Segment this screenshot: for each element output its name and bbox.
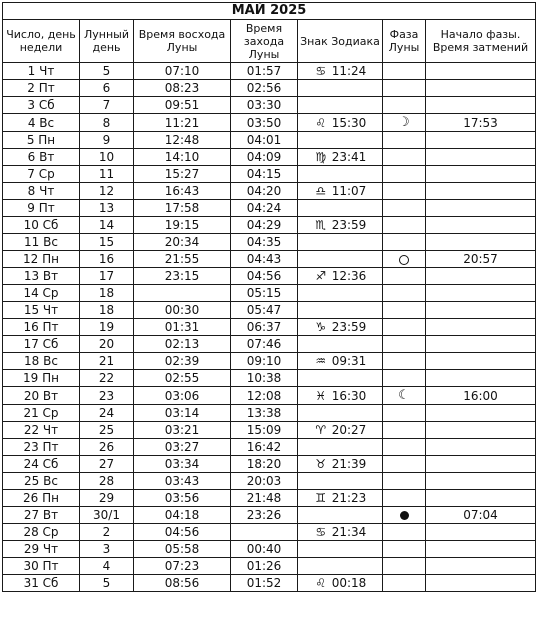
phase-time-cell: 07:04: [426, 507, 536, 524]
table-row: [3, 473, 536, 490]
moonset-cell: 20:03: [231, 473, 298, 490]
moonset-cell: 15:09: [231, 422, 298, 439]
table-row: [3, 217, 536, 234]
zodiac-cell: [298, 200, 383, 217]
zodiac-time: 12:36: [331, 269, 367, 283]
day-cell: 20 Вт: [3, 387, 80, 405]
phase-cell: [383, 370, 426, 387]
header-moonset: Время захода Луны: [231, 20, 298, 63]
phase-time-cell: [426, 97, 536, 114]
moonrise-cell: 15:27: [134, 166, 231, 183]
phase-cell: [383, 114, 426, 132]
virgo-icon: ♍: [315, 150, 327, 164]
table-row: [3, 575, 536, 592]
lunar-day-cell: 27: [80, 456, 134, 473]
lunar-day-cell: 17: [80, 268, 134, 285]
moonset-cell: 02:56: [231, 80, 298, 97]
moonset-cell: 06:37: [231, 319, 298, 336]
table-row: [3, 541, 536, 558]
table-row: [3, 63, 536, 80]
lunar-day-cell: 21: [80, 353, 134, 370]
moonset-cell: 04:20: [231, 183, 298, 200]
first-quarter-icon: ☽: [398, 115, 410, 130]
zodiac-cell: [298, 302, 383, 319]
phase-cell: [383, 217, 426, 234]
moonset-cell: 03:50: [231, 114, 298, 132]
zodiac-time: 20:27: [331, 423, 367, 437]
moonrise-cell: 02:39: [134, 353, 231, 370]
zodiac-cell: [298, 575, 383, 592]
phase-time-cell: [426, 370, 536, 387]
day-cell: 26 Пн: [3, 490, 80, 507]
moonset-cell: 04:35: [231, 234, 298, 251]
day-cell: 17 Сб: [3, 336, 80, 353]
moonset-cell: 04:01: [231, 132, 298, 149]
table-row: [3, 132, 536, 149]
phase-cell: [383, 353, 426, 370]
lunar-day-cell: 3: [80, 541, 134, 558]
phase-time-cell: [426, 132, 536, 149]
last-quarter-icon: ☾: [398, 388, 410, 403]
lunar-day-cell: 20: [80, 336, 134, 353]
table-row: [3, 149, 536, 166]
zodiac-time: 23:59: [331, 320, 367, 334]
lunar-day-cell: 6: [80, 80, 134, 97]
phase-cell: [383, 473, 426, 490]
zodiac-time: 16:30: [331, 388, 367, 403]
lunar-day-cell: 15: [80, 234, 134, 251]
moonset-cell: 07:46: [231, 336, 298, 353]
table-row: [3, 456, 536, 473]
zodiac-cell: [298, 473, 383, 490]
phase-time-cell: 16:00: [426, 387, 536, 405]
zodiac-time: 23:59: [331, 218, 367, 232]
phase-cell: [383, 575, 426, 592]
moonrise-cell: [134, 285, 231, 302]
zodiac-cell: [298, 63, 383, 80]
zodiac-cell: [298, 558, 383, 575]
day-cell: 1 Чт: [3, 63, 80, 80]
lunar-day-cell: 18: [80, 302, 134, 319]
phase-time-cell: [426, 149, 536, 166]
day-cell: 28 Ср: [3, 524, 80, 541]
lunar-day-cell: 23: [80, 387, 134, 405]
zodiac-time: 09:31: [331, 354, 367, 368]
table-body: [3, 63, 536, 592]
day-cell: 19 Пн: [3, 370, 80, 387]
phase-time-cell: [426, 319, 536, 336]
zodiac-cell: [298, 490, 383, 507]
phase-time-cell: [426, 183, 536, 200]
moonrise-cell: 02:13: [134, 336, 231, 353]
new-moon-icon: [399, 255, 409, 265]
table-row: [3, 80, 536, 97]
lunar-day-cell: 18: [80, 285, 134, 302]
moonset-cell: 01:57: [231, 63, 298, 80]
gemini-icon: ♊: [315, 491, 327, 505]
moonrise-cell: 12:48: [134, 132, 231, 149]
phase-time-cell: 20:57: [426, 251, 536, 268]
capricorn-icon: ♑: [315, 320, 327, 334]
moonrise-cell: 03:06: [134, 387, 231, 405]
phase-cell: [383, 200, 426, 217]
day-cell: 15 Чт: [3, 302, 80, 319]
day-cell: 16 Пт: [3, 319, 80, 336]
lunar-day-cell: 30/1: [80, 507, 134, 524]
day-cell: 9 Пт: [3, 200, 80, 217]
day-cell: 11 Вс: [3, 234, 80, 251]
moonset-cell: 01:52: [231, 575, 298, 592]
table-row: [3, 422, 536, 439]
moonrise-cell: 03:56: [134, 490, 231, 507]
day-cell: 13 Вт: [3, 268, 80, 285]
phase-cell: [383, 251, 426, 268]
moonrise-cell: 03:14: [134, 405, 231, 422]
moonrise-cell: 08:23: [134, 80, 231, 97]
moonset-cell: 13:38: [231, 405, 298, 422]
moonset-cell: 04:43: [231, 251, 298, 268]
cancer-icon: ♋: [315, 525, 327, 539]
zodiac-cell: [298, 353, 383, 370]
table-row: [3, 285, 536, 302]
moonset-cell: 23:26: [231, 507, 298, 524]
moonset-cell: 04:56: [231, 268, 298, 285]
moonset-cell: 04:15: [231, 166, 298, 183]
day-cell: 2 Пт: [3, 80, 80, 97]
lunar-day-cell: 4: [80, 558, 134, 575]
day-cell: 24 Сб: [3, 456, 80, 473]
lunar-day-cell: 9: [80, 132, 134, 149]
lunar-day-cell: 26: [80, 439, 134, 456]
zodiac-time: 11:07: [331, 184, 367, 198]
leo-icon: ♌: [315, 115, 327, 130]
moonrise-cell: 11:21: [134, 114, 231, 132]
lunar-day-cell: 11: [80, 166, 134, 183]
zodiac-cell: [298, 336, 383, 353]
zodiac-cell: [298, 285, 383, 302]
phase-cell: [383, 302, 426, 319]
calendar-wrapper: [2, 2, 536, 592]
moonset-cell: 00:40: [231, 541, 298, 558]
zodiac-cell: [298, 149, 383, 166]
phase-cell: [383, 541, 426, 558]
table-row: [3, 405, 536, 422]
lunar-day-cell: 24: [80, 405, 134, 422]
lunar-day-cell: 13: [80, 200, 134, 217]
phase-cell: [383, 80, 426, 97]
zodiac-cell: [298, 387, 383, 405]
zodiac-cell: [298, 268, 383, 285]
day-cell: 25 Вс: [3, 473, 80, 490]
zodiac-cell: [298, 217, 383, 234]
phase-time-cell: [426, 422, 536, 439]
moonrise-cell: 20:34: [134, 234, 231, 251]
zodiac-cell: [298, 319, 383, 336]
day-cell: 10 Сб: [3, 217, 80, 234]
lunar-day-cell: 14: [80, 217, 134, 234]
moonset-cell: 05:47: [231, 302, 298, 319]
moon-calendar-table: [2, 2, 536, 592]
scorpio-icon: ♏: [315, 218, 327, 232]
phase-cell: [383, 97, 426, 114]
phase-cell: [383, 149, 426, 166]
phase-cell: [383, 268, 426, 285]
phase-cell: [383, 507, 426, 524]
zodiac-cell: [298, 97, 383, 114]
moonrise-cell: 04:56: [134, 524, 231, 541]
zodiac-cell: [298, 439, 383, 456]
phase-cell: [383, 422, 426, 439]
phase-cell: [383, 183, 426, 200]
phase-time-cell: [426, 63, 536, 80]
moonrise-cell: 07:23: [134, 558, 231, 575]
moonrise-cell: 09:51: [134, 97, 231, 114]
moonrise-cell: 23:15: [134, 268, 231, 285]
zodiac-cell: [298, 541, 383, 558]
day-cell: 3 Сб: [3, 97, 80, 114]
phase-cell: [383, 524, 426, 541]
header-phase: Фаза Луны: [383, 20, 426, 63]
full-moon-icon: [400, 511, 409, 520]
phase-cell: [383, 490, 426, 507]
day-cell: 7 Ср: [3, 166, 80, 183]
moonset-cell: 04:24: [231, 200, 298, 217]
lunar-day-cell: 10: [80, 149, 134, 166]
phase-cell: [383, 387, 426, 405]
zodiac-cell: [298, 507, 383, 524]
table-row: [3, 234, 536, 251]
leo-icon: ♌: [315, 576, 327, 590]
phase-cell: [383, 319, 426, 336]
phase-time-cell: [426, 473, 536, 490]
phase-cell: [383, 132, 426, 149]
moonrise-cell: 19:15: [134, 217, 231, 234]
table-row: [3, 370, 536, 387]
sagittarius-icon: ♐: [315, 269, 327, 283]
moonrise-cell: 08:56: [134, 575, 231, 592]
table-row: [3, 200, 536, 217]
header-moonrise: Время восхода Луны: [134, 20, 231, 63]
moonset-cell: 09:10: [231, 353, 298, 370]
day-cell: 27 Вт: [3, 507, 80, 524]
zodiac-cell: [298, 234, 383, 251]
header-day: Число, день недели: [3, 20, 80, 63]
header-row: [3, 20, 536, 63]
day-cell: 29 Чт: [3, 541, 80, 558]
moonrise-cell: 03:43: [134, 473, 231, 490]
table-row: [3, 353, 536, 370]
moonset-cell: 18:20: [231, 456, 298, 473]
zodiac-time: 21:34: [331, 525, 367, 539]
phase-time-cell: [426, 558, 536, 575]
moonrise-cell: 07:10: [134, 63, 231, 80]
phase-time-cell: [426, 200, 536, 217]
zodiac-cell: [298, 405, 383, 422]
phase-time-cell: [426, 268, 536, 285]
phase-time-cell: [426, 439, 536, 456]
phase-time-cell: [426, 405, 536, 422]
moonrise-cell: 14:10: [134, 149, 231, 166]
zodiac-cell: [298, 80, 383, 97]
phase-time-cell: [426, 353, 536, 370]
phase-cell: [383, 558, 426, 575]
moonset-cell: 16:42: [231, 439, 298, 456]
phase-cell: [383, 285, 426, 302]
moonrise-cell: 01:31: [134, 319, 231, 336]
table-row: [3, 558, 536, 575]
phase-time-cell: [426, 490, 536, 507]
cancer-icon: ♋: [315, 64, 327, 78]
phase-time-cell: [426, 234, 536, 251]
aquarius-icon: ♒: [315, 354, 327, 368]
table-row: [3, 336, 536, 353]
day-cell: 31 Сб: [3, 575, 80, 592]
zodiac-time: 21:39: [331, 457, 367, 471]
moonrise-cell: 03:27: [134, 439, 231, 456]
moonset-cell: [231, 524, 298, 541]
day-cell: 14 Ср: [3, 285, 80, 302]
phase-cell: [383, 456, 426, 473]
zodiac-cell: [298, 456, 383, 473]
header-phase-start: Начало фазы. Время затмений: [426, 20, 536, 63]
moonset-cell: 04:09: [231, 149, 298, 166]
moonset-cell: 01:26: [231, 558, 298, 575]
header-lunar-day: Лунный день: [80, 20, 134, 63]
day-cell: 21 Ср: [3, 405, 80, 422]
moonset-cell: 10:38: [231, 370, 298, 387]
table-row: [3, 490, 536, 507]
lunar-day-cell: 2: [80, 524, 134, 541]
table-row: [3, 302, 536, 319]
lunar-day-cell: 5: [80, 575, 134, 592]
zodiac-cell: [298, 166, 383, 183]
lunar-day-cell: 8: [80, 114, 134, 132]
moonrise-cell: 02:55: [134, 370, 231, 387]
table-row: [3, 439, 536, 456]
moonrise-cell: 16:43: [134, 183, 231, 200]
zodiac-cell: [298, 251, 383, 268]
pisces-icon: ♓: [315, 388, 327, 403]
zodiac-cell: [298, 422, 383, 439]
day-cell: 23 Пт: [3, 439, 80, 456]
phase-time-cell: [426, 541, 536, 558]
lunar-day-cell: 12: [80, 183, 134, 200]
lunar-day-cell: 5: [80, 63, 134, 80]
table-row: [3, 251, 536, 268]
moonrise-cell: 21:55: [134, 251, 231, 268]
phase-cell: [383, 405, 426, 422]
lunar-day-cell: 7: [80, 97, 134, 114]
moonset-cell: 03:30: [231, 97, 298, 114]
taurus-icon: ♉: [315, 457, 327, 471]
phase-cell: [383, 336, 426, 353]
table-row: [3, 166, 536, 183]
phase-cell: [383, 166, 426, 183]
day-cell: 22 Чт: [3, 422, 80, 439]
zodiac-cell: [298, 370, 383, 387]
phase-time-cell: 17:53: [426, 114, 536, 132]
phase-time-cell: [426, 575, 536, 592]
table-row: [3, 268, 536, 285]
day-cell: 8 Чт: [3, 183, 80, 200]
moonrise-cell: 03:21: [134, 422, 231, 439]
moonrise-cell: 17:58: [134, 200, 231, 217]
table-row: [3, 114, 536, 132]
phase-time-cell: [426, 80, 536, 97]
moonset-cell: 21:48: [231, 490, 298, 507]
phase-time-cell: [426, 285, 536, 302]
day-cell: 5 Пн: [3, 132, 80, 149]
table-row: [3, 97, 536, 114]
zodiac-cell: [298, 183, 383, 200]
phase-time-cell: [426, 166, 536, 183]
zodiac-time: 00:18: [331, 576, 367, 590]
moonrise-cell: 05:58: [134, 541, 231, 558]
lunar-day-cell: 25: [80, 422, 134, 439]
moonrise-cell: 03:34: [134, 456, 231, 473]
lunar-day-cell: 19: [80, 319, 134, 336]
zodiac-time: 11:24: [331, 64, 367, 78]
zodiac-cell: [298, 524, 383, 541]
phase-time-cell: [426, 524, 536, 541]
moonrise-cell: 04:18: [134, 507, 231, 524]
moonset-cell: 05:15: [231, 285, 298, 302]
day-cell: 4 Вс: [3, 114, 80, 132]
zodiac-time: 23:41: [331, 150, 367, 164]
day-cell: 6 Вт: [3, 149, 80, 166]
moonrise-cell: 00:30: [134, 302, 231, 319]
header-zodiac: Знак Зодиака: [298, 20, 383, 63]
lunar-day-cell: 22: [80, 370, 134, 387]
day-cell: 18 Вс: [3, 353, 80, 370]
libra-icon: ♎: [315, 184, 327, 198]
lunar-day-cell: 28: [80, 473, 134, 490]
table-row: [3, 524, 536, 541]
zodiac-time: 21:23: [331, 491, 367, 505]
table-row: [3, 319, 536, 336]
phase-cell: [383, 234, 426, 251]
aries-icon: ♈: [315, 423, 327, 437]
moonset-cell: 12:08: [231, 387, 298, 405]
zodiac-time: 15:30: [331, 115, 367, 130]
lunar-day-cell: 16: [80, 251, 134, 268]
table-row: [3, 183, 536, 200]
phase-time-cell: [426, 217, 536, 234]
phase-time-cell: [426, 336, 536, 353]
table-title: МАЙ 2025: [3, 3, 536, 20]
zodiac-cell: [298, 114, 383, 132]
moonset-cell: 04:29: [231, 217, 298, 234]
table-row: [3, 507, 536, 524]
lunar-day-cell: 29: [80, 490, 134, 507]
phase-cell: [383, 63, 426, 80]
phase-time-cell: [426, 302, 536, 319]
zodiac-cell: [298, 132, 383, 149]
day-cell: 12 Пн: [3, 251, 80, 268]
phase-cell: [383, 439, 426, 456]
day-cell: 30 Пт: [3, 558, 80, 575]
table-row: [3, 387, 536, 405]
phase-time-cell: [426, 456, 536, 473]
